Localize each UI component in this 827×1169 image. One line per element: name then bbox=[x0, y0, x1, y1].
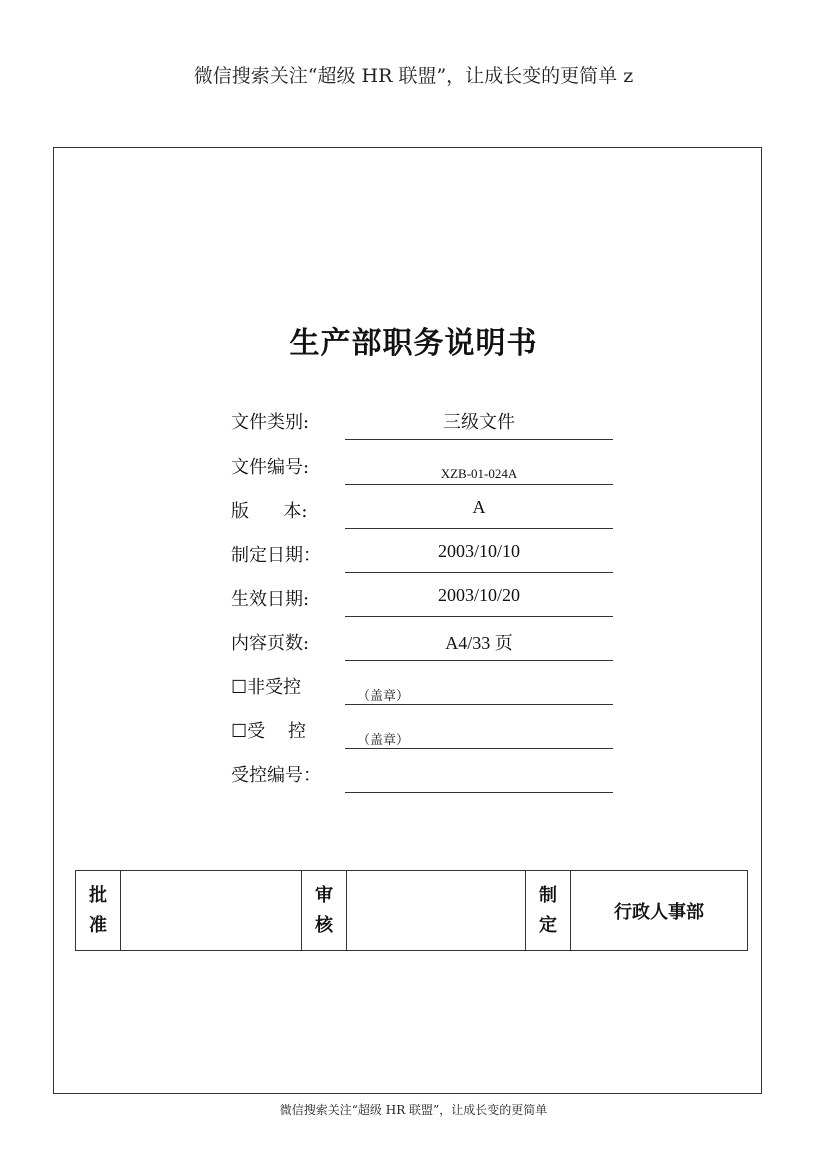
prepare-label: 制 定 bbox=[526, 871, 571, 951]
field-line bbox=[345, 704, 613, 705]
field-label-doc-number: 文件编号: bbox=[231, 457, 310, 478]
prepare-value-cell: 行政人事部 bbox=[571, 871, 748, 951]
field-value-page-count: A4/33 页 bbox=[445, 633, 513, 653]
field-value-version: A bbox=[472, 497, 486, 517]
document-frame bbox=[53, 147, 762, 1094]
field-label-controlled[interactable]: ☐受 控 bbox=[231, 721, 307, 742]
field-label-page-count: 内容页数: bbox=[231, 633, 310, 654]
field-line bbox=[345, 439, 613, 440]
field-value-uncontrolled-stamp: （盖章） bbox=[357, 688, 410, 703]
document-title: 生产部职务说明书 bbox=[289, 326, 538, 361]
field-value-created-date: 2003/10/10 bbox=[437, 541, 520, 561]
review-value-cell bbox=[347, 871, 526, 951]
field-label-version: 版 本: bbox=[231, 501, 308, 522]
field-line bbox=[345, 484, 613, 485]
approve-label: 批 准 bbox=[76, 871, 121, 951]
header-note: 微信搜索关注“超级 HR 联盟”，让成长变的更简单 z bbox=[193, 65, 634, 87]
field-value-effective-date: 2003/10/20 bbox=[437, 585, 520, 605]
field-line bbox=[345, 572, 613, 573]
field-value-controlled-stamp: （盖章） bbox=[357, 732, 410, 747]
field-line bbox=[345, 528, 613, 529]
field-label-effective-date: 生效日期: bbox=[231, 589, 310, 610]
field-label-uncontrolled[interactable]: ☐非受控 bbox=[231, 677, 302, 698]
field-value-category: 三级文件 bbox=[443, 412, 515, 432]
approval-table bbox=[75, 870, 748, 951]
field-label-category: 文件类别: bbox=[231, 412, 310, 433]
field-line bbox=[345, 792, 613, 793]
field-line bbox=[345, 660, 613, 661]
field-label-created-date: 制定日期： bbox=[231, 545, 321, 566]
review-label: 审 核 bbox=[302, 871, 347, 951]
field-line bbox=[345, 748, 613, 749]
field-value-doc-number: XZB-01-024A bbox=[440, 466, 518, 481]
approve-value-cell bbox=[121, 871, 302, 951]
field-label-control-number: 受控编号： bbox=[231, 765, 321, 786]
field-line bbox=[345, 616, 613, 617]
footer-note: 微信搜索关注“超级 HR 联盟”，让成长变的更简单 bbox=[279, 1103, 548, 1117]
